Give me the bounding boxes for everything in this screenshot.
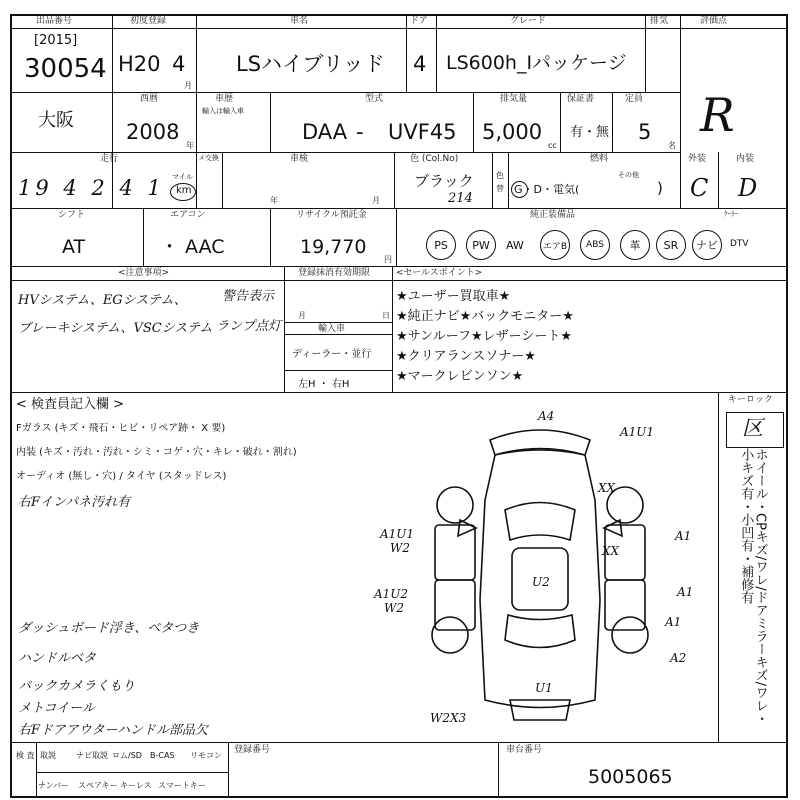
mark-xx-mid: XX	[602, 544, 620, 558]
rule	[10, 266, 788, 267]
rule	[498, 742, 499, 798]
rule	[270, 208, 271, 266]
checklist-label: B-CAS	[150, 751, 175, 760]
equipment-item: ABS	[580, 230, 610, 260]
rule	[492, 152, 493, 208]
header-equipment: 純正装備品	[530, 210, 576, 220]
exterior-grade: C	[690, 174, 709, 202]
note-warn-2: ランプ点灯	[216, 319, 282, 334]
note-line-2: ブレーキシステム、VSCシステム	[18, 321, 213, 336]
mileage-unit-sub: マイル	[172, 173, 193, 181]
car-name: LSハイブリッド	[236, 52, 385, 76]
mark-u2: U2	[532, 575, 550, 589]
header-car-name: 車名	[290, 16, 309, 26]
handwritten-note: メトコイール	[18, 701, 95, 716]
rule	[143, 208, 144, 266]
mileage-value: 19 4 2 4 1	[18, 176, 165, 200]
mark-w2-left: W2	[390, 541, 410, 555]
wheel-fl	[437, 487, 473, 523]
header-history: 車歴	[215, 94, 234, 104]
recycle-value: 19,770	[300, 236, 367, 258]
checklist-label: ロム/SD	[112, 751, 142, 760]
rule	[392, 266, 393, 392]
inspector-line: オーディオ (無し・穴) / タイヤ (スタッドレス)	[16, 471, 227, 482]
rule	[396, 208, 397, 266]
rule	[284, 266, 285, 392]
header-doors: ドア	[410, 16, 428, 26]
rule	[718, 152, 719, 208]
header-lot: 出品番号	[36, 16, 73, 26]
note-line-1: HVシステム、EGシステム、	[18, 293, 187, 308]
shift-value: AT	[62, 236, 86, 258]
header-shift: シフト	[58, 210, 86, 220]
inspector-line: Fガラス (キズ・飛石・ヒビ・リペア跡・ X 要)	[16, 423, 226, 434]
mark-a2-right: A2	[670, 651, 687, 665]
inspector-line: 内装 (キズ・汚れ・汚れ・シミ・コゲ・穴・キレ・破れ・割れ)	[16, 447, 297, 458]
mark-u1: U1	[535, 681, 553, 695]
header-first-reg: 初度登録	[130, 16, 167, 26]
rule	[10, 92, 680, 93]
rule	[436, 14, 437, 92]
handwritten-note: バックカメラくもり	[18, 679, 136, 694]
reg-steering: 左H ・ 右H	[298, 379, 350, 390]
rule	[394, 152, 395, 208]
header-cooler: ｸｰﾗｰ	[724, 210, 738, 218]
header-rating: 評価点	[700, 16, 728, 26]
reg-month-label: 月	[298, 311, 306, 320]
rule	[560, 92, 561, 152]
header-capacity: 定員	[625, 94, 644, 104]
chassis-number: 5005065	[588, 766, 673, 788]
header-fuel: 燃料	[590, 154, 609, 164]
car-windshield	[505, 503, 575, 541]
note-warn-1: 警告表示	[222, 289, 275, 304]
mark-a1u1-top: A1U1	[620, 425, 655, 439]
handwritten-note: 右Fインパネ汚れ有	[18, 495, 131, 510]
header-color: 色 (Col.No)	[410, 154, 459, 164]
inspection-month: 月	[372, 196, 380, 205]
rule	[473, 92, 474, 152]
header-gearshift: 排気	[650, 16, 669, 26]
header-key-lock: キーロック	[728, 395, 773, 405]
month-unit: 月	[184, 81, 192, 90]
rule	[680, 14, 681, 208]
checklist-label: リモコン	[190, 751, 222, 760]
handwritten-note: ハンドルベタ	[18, 651, 97, 666]
model-code: UVF45	[388, 120, 457, 144]
recycle-unit: 円	[384, 255, 392, 264]
header-inspector: < 検査員記入欄 >	[16, 397, 125, 412]
sales-point: ★サンルーフ★レザーシート★	[396, 329, 573, 344]
checklist-label: 検 査	[16, 751, 35, 760]
model-prefix: DAA	[302, 120, 348, 144]
lot-number: 30054	[24, 54, 107, 84]
rating-value: R	[700, 88, 735, 142]
grade-value: LS600h_Iパッケージ	[446, 52, 627, 74]
header-notes: <注意事項>	[118, 268, 170, 278]
rule	[10, 392, 788, 393]
capacity-unit: 名	[668, 141, 676, 150]
equipment-item: AW	[506, 239, 524, 252]
rule	[718, 392, 719, 742]
rule	[196, 152, 197, 208]
rule	[270, 92, 271, 152]
header-displacement: 排気量	[500, 94, 528, 104]
checklist-label: キーレス	[120, 781, 152, 790]
header-recycle: リサイクル預託金	[296, 210, 367, 220]
mileage-unit: km	[176, 185, 192, 196]
door-rl	[435, 580, 475, 630]
checklist-label: 取説	[40, 751, 56, 760]
rule	[10, 280, 788, 281]
rule	[284, 334, 392, 335]
mark-a1-mid: A1	[677, 585, 694, 599]
rule	[10, 152, 680, 153]
mark-w2-mid: W2	[384, 601, 404, 615]
capacity-value: 5	[638, 120, 652, 144]
rule	[10, 28, 788, 29]
rule	[284, 322, 392, 323]
mark-a1-right: A1	[675, 529, 692, 543]
fuel-value: G・D・電気(	[514, 183, 580, 196]
car-diagram	[374, 400, 700, 740]
header-exterior: 外装	[688, 154, 707, 164]
rule	[222, 152, 223, 208]
mark-a4: A4	[538, 409, 555, 423]
rule	[10, 742, 788, 743]
header-mileage: 走行	[100, 154, 119, 164]
rule	[228, 742, 229, 798]
door-fl	[435, 525, 475, 580]
equipment-item: エアB	[540, 230, 570, 260]
first-reg-era: H20	[118, 52, 161, 76]
color-value: ブラック	[414, 172, 474, 190]
checklist-label: ナンバー	[38, 781, 70, 790]
header-sales: <セールスポイント>	[396, 268, 483, 278]
displacement-unit: cc	[548, 141, 557, 150]
model-dash: -	[356, 120, 364, 144]
rule	[196, 14, 197, 152]
handwritten-note: ダッシュボード浮き、ベタつき	[18, 621, 200, 636]
door-rr	[605, 580, 645, 630]
header-year: 西暦	[140, 94, 159, 104]
sales-point: ★純正ナビ★バックモニター★	[396, 309, 574, 324]
car-rear-window	[505, 615, 575, 648]
header-history-sub: 輸入は輸入車	[202, 107, 244, 115]
warranty-value: 有・無	[570, 125, 610, 140]
mark-a1u2: A1U2	[374, 587, 409, 601]
color-flag: 色替	[496, 171, 504, 193]
rule	[284, 370, 392, 371]
header-chassis: 車台番号	[506, 745, 543, 755]
fuel-other: その他	[618, 171, 639, 179]
first-reg-month: 4	[172, 52, 186, 76]
rule	[508, 152, 509, 208]
rule	[36, 772, 228, 773]
header-grade: グレード	[510, 16, 547, 26]
header-model: 型式	[365, 94, 384, 104]
handwritten-note: 右Fドアアウターハンドル部品欠	[18, 723, 208, 738]
rule	[406, 14, 407, 92]
header-inspection: 車検	[290, 154, 309, 164]
model-year: 2008	[126, 120, 180, 144]
checklist-label: スマートキー	[158, 781, 206, 790]
header-reg-doc: 登録抹消有効期限	[298, 268, 371, 278]
displacement-value: 5,000	[482, 120, 543, 144]
wheel-rr	[612, 617, 648, 653]
equipment-item: PS	[426, 230, 456, 260]
mark-xx-top: XX	[598, 481, 616, 495]
bumper-rear	[510, 700, 570, 720]
key-lock-mark: 区	[742, 416, 763, 440]
rule	[645, 14, 646, 92]
doors-value: 4	[413, 52, 427, 76]
mark-a1u1-left: A1U1	[380, 527, 415, 541]
region: 大阪	[38, 110, 74, 131]
rule	[612, 92, 613, 152]
header-warranty: 保証書	[567, 94, 595, 104]
fuel-g-circle	[511, 181, 528, 198]
equipment-item: ナビ	[692, 230, 722, 260]
equipment-item: SR	[656, 230, 686, 260]
reg-day-label: 日	[382, 311, 390, 320]
interior-grade: D	[738, 174, 758, 202]
side-text: ホイール・CPキズ/ワレ/ドアミラーキズ/ワレ・小キズ有・小凹有・補修有	[738, 448, 768, 726]
equipment-item: DTV	[730, 239, 749, 249]
header-aircon: エアコン	[170, 210, 206, 220]
rule	[10, 208, 788, 209]
wheel-rl	[432, 617, 468, 653]
aircon-value: ・ AAC	[160, 236, 225, 258]
equipment-item: 革	[620, 230, 650, 260]
mark-a1-low: A1	[665, 615, 682, 629]
fuel-close: )	[657, 179, 663, 197]
checklist-label: スペアキー	[78, 781, 118, 790]
header-reg-number: 登録番号	[234, 745, 271, 755]
mark-w2x3: W2X3	[430, 711, 467, 725]
car-roof-front	[490, 430, 590, 455]
header-meter-swap: メ交換	[198, 154, 219, 162]
year-tag: [2015]	[34, 33, 78, 48]
sales-point: ★マークレビンソン★	[396, 369, 524, 384]
year-unit: 年	[186, 141, 194, 150]
checklist-label: ナビ取説	[76, 751, 108, 760]
rule	[36, 742, 37, 798]
header-import: 輸入車	[318, 324, 346, 334]
color-code: 214	[448, 191, 473, 206]
reg-dealer: ディーラー・並行	[292, 349, 372, 360]
sales-point: ★クリアランスソナー★	[396, 349, 536, 364]
equipment-item: PW	[466, 230, 496, 260]
header-interior: 内装	[736, 154, 755, 164]
inspection-year: 年	[270, 196, 278, 205]
sales-point: ★ユーザー買取車★	[396, 289, 511, 304]
